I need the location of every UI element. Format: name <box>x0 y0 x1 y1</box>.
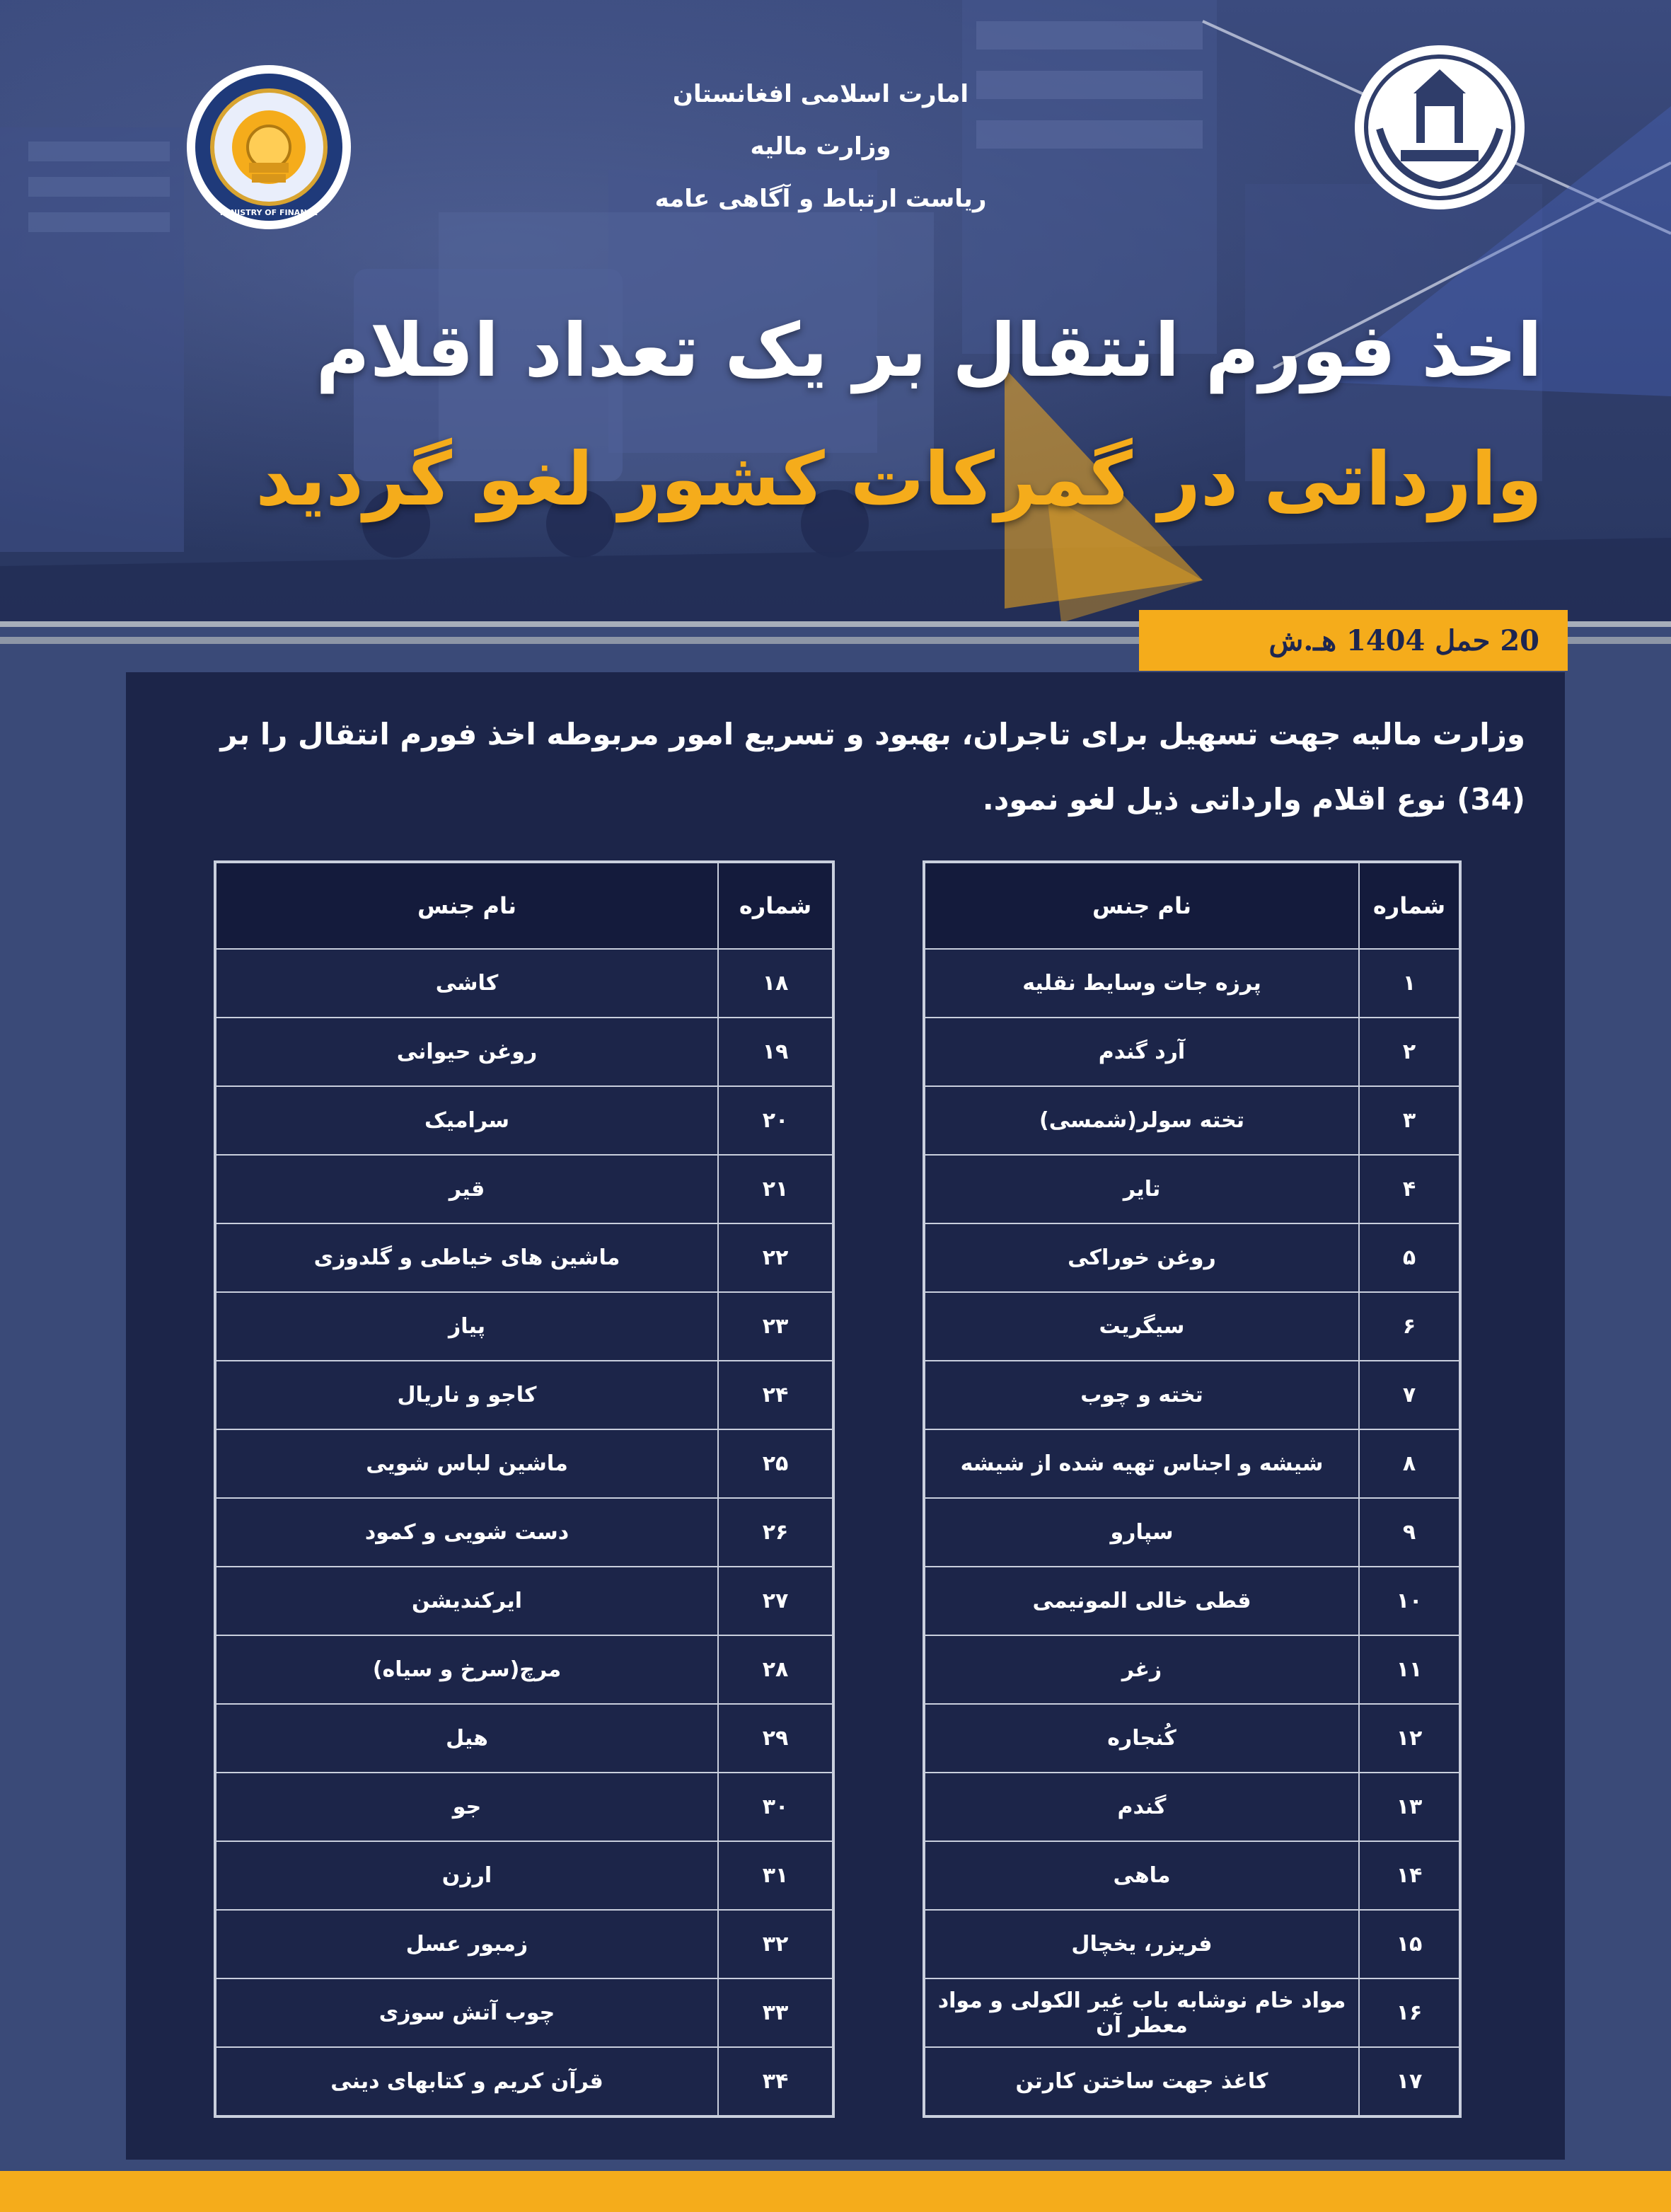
table-body-left <box>216 949 833 2116</box>
item-name: ماشین لباس شویی <box>216 1429 718 1498</box>
item-name: شیشه و اجناس تهیه شده از شیشه <box>925 1429 1359 1498</box>
item-number: ۳۴ <box>718 2047 833 2116</box>
item-number: ۲۴ <box>718 1361 833 1429</box>
item-number: ۱ <box>1359 949 1459 1018</box>
item-number: ۲۹ <box>718 1704 833 1773</box>
intro-paragraph: وزارت مالیه جهت تسهیل برای تاجران، بهبود و تسریع امور مربوطه اخذ فورم انتقال را بر (34) نوع اقلام وارداتی ذیل لغو نمود. <box>220 717 1525 817</box>
table-row <box>925 1086 1459 1155</box>
item-name: ارزن <box>216 1841 718 1910</box>
item-number: ۱۷ <box>1359 2047 1459 2116</box>
item-name: مواد خام نوشابه باب غیر الکولی و مواد معطر آن <box>925 1978 1359 2047</box>
headline-line-2: وارداتی در گمرکات کشور لغو گردید <box>255 436 1542 522</box>
table-body-right <box>925 949 1459 2116</box>
table-row <box>216 1223 833 1292</box>
column-header-name: نام جنس <box>216 863 718 949</box>
table-row <box>925 1978 1459 2047</box>
table-row <box>925 1018 1459 1086</box>
item-number: ۲۸ <box>718 1635 833 1704</box>
item-number: ۳۰ <box>718 1773 833 1841</box>
header-banner <box>0 0 1671 623</box>
item-number: ۹ <box>1359 1498 1459 1567</box>
item-number: ۱۶ <box>1359 1978 1459 2047</box>
item-name: روغن خوراکی <box>925 1223 1359 1292</box>
item-number: ۱۱ <box>1359 1635 1459 1704</box>
date-badge: 20 حمل 1404 هـ.ش <box>1139 610 1568 671</box>
item-name: کاجو و ناریال <box>216 1361 718 1429</box>
item-number: ۱۳ <box>1359 1773 1459 1841</box>
item-name: کاشی <box>216 949 718 1018</box>
table-row <box>925 1223 1459 1292</box>
table-row <box>216 1018 833 1086</box>
item-name: کُنجاره <box>925 1704 1359 1773</box>
item-number: ۲۱ <box>718 1155 833 1223</box>
table-row <box>216 1361 833 1429</box>
emirate-coat-of-arms-icon <box>1351 44 1528 211</box>
item-number: ۱۸ <box>718 949 833 1018</box>
item-name: کاغذ جهت ساختن کارتن <box>925 2047 1359 2116</box>
item-number: ۲ <box>1359 1018 1459 1086</box>
item-name: تایر <box>925 1155 1359 1223</box>
table-row <box>925 1155 1459 1223</box>
item-name: پیاز <box>216 1292 718 1361</box>
item-name: دست شویی و کمود <box>216 1498 718 1567</box>
item-name: زغر <box>925 1635 1359 1704</box>
item-number: ۳ <box>1359 1086 1459 1155</box>
headline-line-1: اخذ فورم انتقال بر یک تعداد اقلام <box>316 307 1542 393</box>
item-number: ۷ <box>1359 1361 1459 1429</box>
item-number: ۱۲ <box>1359 1704 1459 1773</box>
item-name: ماهی <box>925 1841 1359 1910</box>
table-row <box>216 1635 833 1704</box>
item-number: ۶ <box>1359 1292 1459 1361</box>
table-row <box>925 1361 1459 1429</box>
item-name: ایرکندیشن <box>216 1567 718 1635</box>
column-header-number: شماره <box>718 863 833 949</box>
table-row <box>925 1567 1459 1635</box>
table-row <box>216 1155 833 1223</box>
table-row <box>216 1567 833 1635</box>
table-row <box>216 1978 833 2047</box>
table-row <box>925 1498 1459 1567</box>
item-number: ۱۰ <box>1359 1567 1459 1635</box>
item-name: زمبور عسل <box>216 1910 718 1978</box>
table-row <box>925 1292 1459 1361</box>
item-name: چوب آتش سوزی <box>216 1978 718 2047</box>
item-name: سپارو <box>925 1498 1359 1567</box>
item-name: قیر <box>216 1155 718 1223</box>
item-name: قطی خالی المونیمی <box>925 1567 1359 1635</box>
item-number: ۴ <box>1359 1155 1459 1223</box>
item-number: ۵ <box>1359 1223 1459 1292</box>
item-name: آرد گندم <box>925 1018 1359 1086</box>
organization-lines <box>608 68 1033 225</box>
item-name: قرآن کریم و کتابهای دینی <box>216 2047 718 2116</box>
table-row <box>925 1635 1459 1704</box>
table-row <box>216 949 833 1018</box>
item-name: فریزر، یخچال <box>925 1910 1359 1978</box>
item-number: ۸ <box>1359 1429 1459 1498</box>
table-row <box>925 1773 1459 1841</box>
item-number: ۲۲ <box>718 1223 833 1292</box>
table-row <box>925 949 1459 1018</box>
table-row <box>925 1429 1459 1498</box>
item-number: ۱۹ <box>718 1018 833 1086</box>
item-number: ۲۷ <box>718 1567 833 1635</box>
table-row <box>216 1498 833 1567</box>
table-row <box>216 1773 833 1841</box>
item-number: ۱۴ <box>1359 1841 1459 1910</box>
item-number: ۳۱ <box>718 1841 833 1910</box>
org-line-ministry: وزارت مالیه <box>750 132 891 161</box>
item-name: روغن حیوانی <box>216 1018 718 1086</box>
table-row <box>925 2047 1459 2116</box>
org-line-emirate: امارت اسلامی افغانستان <box>672 80 969 108</box>
item-name: هیل <box>216 1704 718 1773</box>
table-row <box>925 1910 1459 1978</box>
item-name: مرچ(سرخ و سیاه) <box>216 1635 718 1704</box>
item-name: تخته سولر(شمسی) <box>925 1086 1359 1155</box>
item-name: جو <box>216 1773 718 1841</box>
table-row <box>925 1704 1459 1773</box>
table-row <box>216 2047 833 2116</box>
table-row <box>216 1429 833 1498</box>
item-name: تخته و چوب <box>925 1361 1359 1429</box>
item-name: سرامیک <box>216 1086 718 1155</box>
item-number: ۲۰ <box>718 1086 833 1155</box>
item-number: ۲۵ <box>718 1429 833 1498</box>
org-line-directorate: ریاست ارتباط و آگاهی عامه <box>654 185 987 213</box>
column-header-number: شماره <box>1359 863 1459 949</box>
table-row <box>925 1841 1459 1910</box>
item-number: ۲۶ <box>718 1498 833 1567</box>
item-number: ۱۵ <box>1359 1910 1459 1978</box>
svg-text:MINISTRY OF FINANCE: MINISTRY OF FINANCE <box>219 208 318 217</box>
footer-accent-bar <box>0 2171 1671 2212</box>
table-row <box>216 1910 833 1978</box>
ministry-of-finance-seal-icon <box>185 64 352 231</box>
item-number: ۳۳ <box>718 1978 833 2047</box>
item-name: ماشین های خیاطی و گلدوزی <box>216 1223 718 1292</box>
item-name: سیگریت <box>925 1292 1359 1361</box>
item-name: گندم <box>925 1773 1359 1841</box>
items-table-left <box>215 862 833 2116</box>
item-name: پرزه جات وسایط نقلیه <box>925 949 1359 1018</box>
items-table-right <box>924 862 1460 2116</box>
item-number: ۲۳ <box>718 1292 833 1361</box>
column-header-name: نام جنس <box>925 863 1359 949</box>
item-number: ۳۲ <box>718 1910 833 1978</box>
table-row <box>216 1086 833 1155</box>
table-row <box>216 1292 833 1361</box>
content-panel <box>126 672 1565 2160</box>
table-row <box>216 1841 833 1910</box>
table-row <box>216 1704 833 1773</box>
